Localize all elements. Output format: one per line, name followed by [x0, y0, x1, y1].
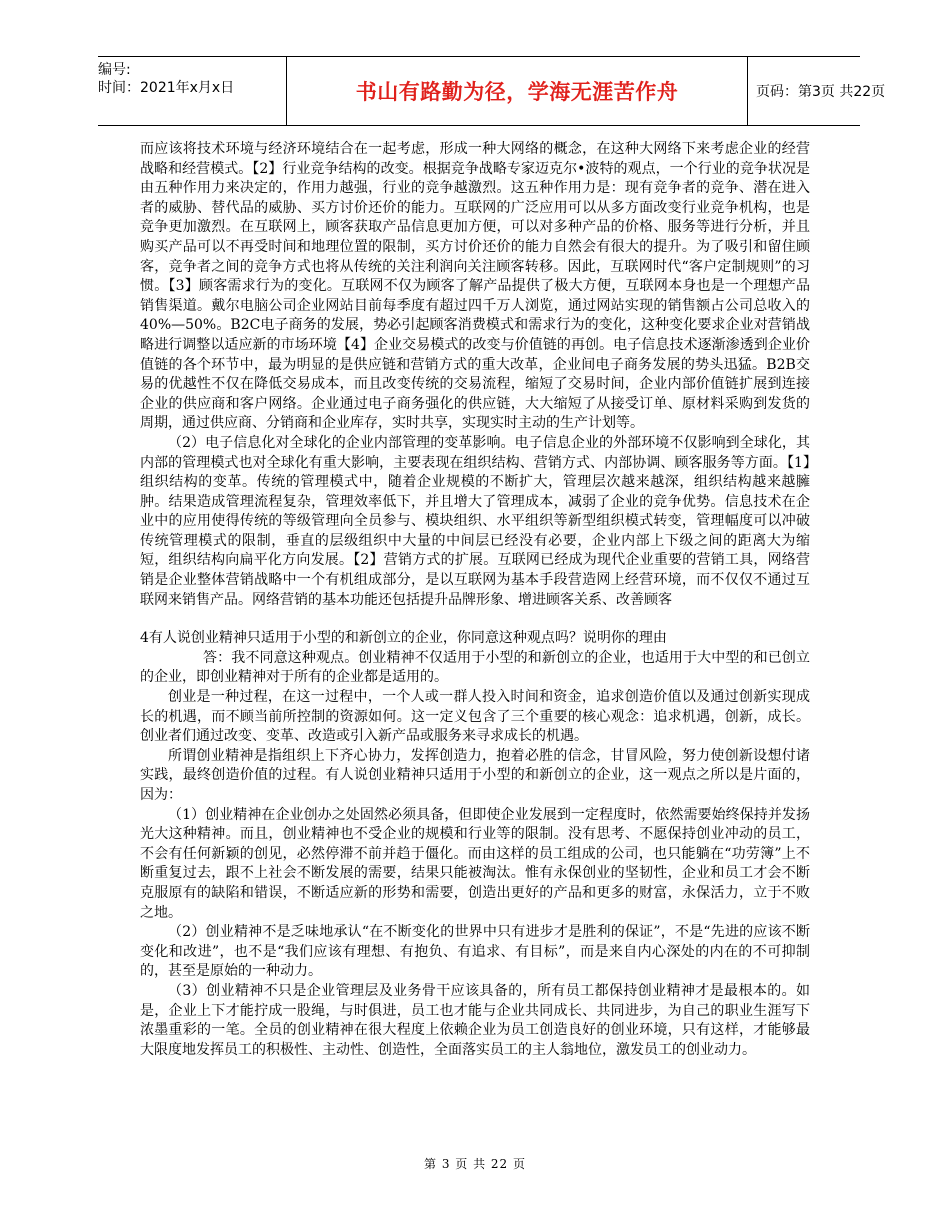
document-body [140, 140, 810, 1060]
header-motto: 书山有路勤为径，学海无涯苦作舟 [286, 57, 748, 125]
header-page-label: 页码：第3页 共22页 [756, 84, 886, 100]
page-footer: 第 3 页 共 22 页 [424, 1157, 526, 1171]
paragraph-point-2: （2）创业精神不是乏味地承认“在不断变化的世界中只有进步才是胜利的保证”，不是“先进的应该不断变化和改进”，也不是“我们应该有理想、有抱负、有追求、有目标”，而是来自内心深处的内在的不可抑制的，甚至是原始的一种动力。 [140, 924, 810, 980]
header-meta [98, 57, 286, 125]
number-label: 编号: [98, 62, 131, 78]
paragraph-point-1: （1）创业精神在企业创办之处固然必须具备，但即使企业发展到一定程度时，依然需要始终保持并发扬光大这种精神。而且，创业精神也不受企业的规模和行业等的限制。没有思考、不愿保持创业冲动的员工，不会有任何新颖的创见，必然停滞不前并趋于僵化。而由这样的员工组成的公司，也只能躺在“功劳簿”上不断重复过去，跟不上社会不断发展的需要，结果只能被淘汰。惟有永保创业的坚韧性，企业和员工才会不断克服原有的缺陷和错误，不断适应新的形势和需要，创造出更好的产品和更多的财富，永保活力，立于不败之地。 [140, 806, 810, 921]
paragraph-entrepreneurial-spirit: 所谓创业精神是指组织上下齐心协力，发挥创造力，抱着必胜的信念，甘冒风险，努力使创新设想付诸实践，最终创造价值的过程。有人说创业精神只适用于小型的和新创立的企业，这一观点之所以是片面的，因为： [140, 747, 810, 803]
answer-4: 答：我不同意这种观点。创业精神不仅适用于小型的和新创立的企业，也适用于大中型的和已创立的企业，即创业精神对于所有的企业都是适用的。 [140, 649, 810, 686]
paragraph-point-3: （3）创业精神不只是企业管理层及业务骨干应该具备的，所有员工都保持创业精神才是最根本的。如是，企业上下才能拧成一股绳，与时俱进，员工也才能与企业共同成长、共同进步，为自己的职业生涯写下浓墨重彩的一笔。全员的创业精神在很大程度上依赖企业为员工创造良好的创业环境，只有这样，才能够最大限度地发挥员工的积极性、主动性、创造性，全面落实员工的主人翁地位，激发员工的创业动力。 [140, 982, 810, 1058]
paragraph-entrepreneurship-definition: 创业是一种过程，在这一过程中，一个人或一群人投入时间和资金，追求创造价值以及通过创新实现成长的机遇，而不顾当前所控制的资源如何。这一定义包含了三个重要的核心观念：追求机遇，创新，成长。创业者们通过改变、变革、改造或引入新产品或服务来寻求成长的机遇。 [140, 689, 810, 745]
question-4: 4有人说创业精神只适用于小型的和新创立的企业，你同意这种观点吗？说明你的理由 [140, 630, 667, 647]
page-header [98, 56, 886, 126]
paragraph-industry-environment: 而应该将技术环境与经济环境结合在一起考虑，形成一种大网络的概念，在这种大网络下来考虑企业的经营战略和经营模式。【2】行业竞争结构的改变。根据竞争战略专家迈克尔•波特的观点，一个行业的竞争状况是由五种作用力来决定的，作用力越强，行业的竞争越激烈。这五种作用力是：现有竞争者的竞争、潜在进入者的威胁、替代品的威胁、买方讨价还价的能力。互联网的广泛应用可以从多方面改变行业竞争机构，也是竞争更加激烈。在互联网上，顾客获取产品信息更加方便，可以对多种产品的价格、服务等进行分析，并且购买产品可以不再受时间和地理位置的限制，买方讨价还价的能力自然会有很大的提升。为了吸引和留住顾客，竞争者之间的竞争方式也将从传统的关注利润向关注顾客转移。因此，互联网时代“客户定制规则”的习惯。【3】顾客需求行为的变化。互联网不仅为顾客了解产品提供了极大方便，互联网本身也是一个理想产品销售渠道。戴尔电脑公司企业网站目前每季度有超过四千万人浏览，通过网站实现的销售额占公司总收入的40%—50%。B2C电子商务的发展，势必引起顾客消费模式和需求行为的变化，这种变化要求企业对营销战略进行调整以适应新的市场环境【4】企业交易模式的改变与价值链的再创。电子信息技术逐渐渗透到企业价值链的各个环节中，最为明显的是供应链和营销方式的重大改革，企业间电子商务发展的势头迅猛。B2B交易的优越性不仅在降低交易成本，而且改变传统的交易流程，缩短了交易时间，企业内部价值链扩展到连接企业的供应商和客户网络。企业通过电子商务强化的供应链，大大缩短了从接受订单、原材料采购到发货的周期，通过供应商、分销商和企业库存，实时共享，实现实时主动的生产计划等。 [140, 141, 810, 432]
paragraph-internal-management: （2）电子信息化对全球化的企业内部管理的变革影响。电子信息企业的外部环境不仅影响到全球化，其内部的管理模式也对全球化有重大影响，主要表现在组织结构、营销方式、内部协调、顾客服务等方面。【1】组织结构的变革。传统的管理模式中，随着企业规模的不断扩大，管理层次越来越深，组织结构越来越臃肿。结果造成管理流程复杂，管理效率低下，并且增大了管理成本，减弱了企业的竞争优势。信息技术在企业中的应用使得传统的等级管理向全员参与、模块组织、水平组织等新型组织模式转变，管理幅度可以冲破传统管理模式的限制，垂直的层级组织中大量的中间层已经没有必要，企业内部上下级之间的距离大为缩短，组织结构向扁平化方向发展。【2】营销方式的扩展。互联网已经成为现代企业重要的营销工具，网络营销是企业整体营销战略中一个有机组成部分，是以互联网为基本手段营造网上经营环境，而不仅仅不通过互联网来销售产品。网络营销的基本功能还包括提升品牌形象、增进顾客关系、改善顾客 [140, 434, 810, 608]
time-label: 时间：2021年x月x日 [98, 80, 235, 96]
